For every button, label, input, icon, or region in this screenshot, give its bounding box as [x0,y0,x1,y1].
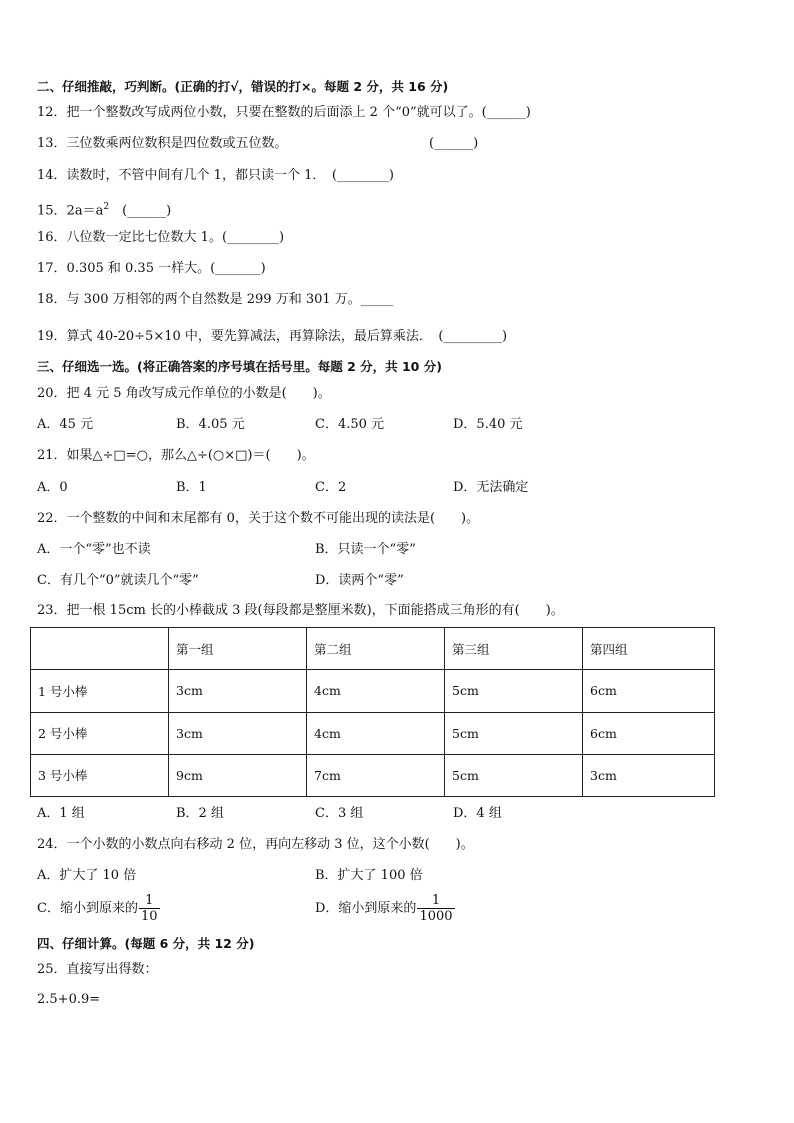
table-row [31,670,715,712]
table-cell: 6cm [583,712,715,754]
question-22-option-c: C．有几个“0”就读几个“零” [37,573,199,588]
question-25: 25．直接写出得数： [37,962,158,977]
fraction-one-tenth [139,893,160,924]
question-25-expression: 2.5+0.9= [37,992,101,1007]
question-21-option-d: D．无法确定 [453,480,529,495]
question-22-option-d: D．读两个“零” [315,573,404,588]
question-22-option-a: A．一个“零”也不读 [37,542,151,557]
fraction-numerator: 1 [417,893,454,909]
question-24-option-d-text: D．缩小到原来的 [315,901,417,916]
question-24-option-a: A．扩大了 10 倍 [37,868,137,883]
question-23-option-a: A．1 组 [37,806,85,821]
question-15-exponent: 2 [103,202,110,212]
question-21: 21．如果△÷□=○，那么△÷(○×□)＝( )。 [37,448,315,463]
question-24-option-c-text: C．缩小到原来的 [37,901,138,916]
question-20-option-c: C．4.50 元 [315,417,385,432]
question-23-option-b: B．2 组 [176,806,224,821]
table-cell: 6cm [583,670,715,712]
question-16: 16．八位数一定比七位数大 1。(________) [37,230,285,245]
question-23-option-c: C．3 组 [315,806,364,821]
question-18: 18．与 300 万相邻的两个自然数是 299 万和 301 万。_____ [37,292,394,307]
table-header-cell [31,628,169,670]
question-15-blank: (______) [109,203,172,219]
section-2-title: 二、仔细推敲，巧判断。(正确的打√，错误的打×。每题 2 分，共 16 分) [37,79,449,94]
question-23-option-d: D．4 组 [453,806,502,821]
table-cell: 5cm [445,712,583,754]
table-header-row [31,628,715,670]
question-24-option-b: B．扩大了 100 倍 [315,868,423,883]
question-14: 14．读数时，不管中间有几个 1，都只读一个 1． (________) [37,168,394,183]
question-20-option-d: D．5.40 元 [453,417,523,432]
question-21-option-a: A．0 [37,480,68,495]
table-cell: 4cm [307,712,445,754]
rod-lengths-table [30,627,715,797]
fraction-one-thousandth [417,893,454,924]
fraction-denominator: 1000 [419,909,453,924]
fraction-numerator: 1 [139,893,160,909]
table-header-cell: 第二组 [307,628,445,670]
table-cell: 7cm [307,754,445,796]
question-21-option-c: C．2 [315,480,347,495]
question-24-option-c [37,893,160,924]
table-header-cell: 第三组 [445,628,583,670]
question-20-option-b: B．4.05 元 [176,417,245,432]
question-24-option-d [315,893,455,924]
table-cell: 5cm [445,754,583,796]
question-23: 23．把一根 15cm 长的小棒截成 3 段(每段都是整厘米数)，下面能搭成三角形的有( )。 [37,603,564,618]
question-17: 17．0.305 和 0.35 一样大。(_______) [37,261,266,276]
question-13: 13．三位数乘两位数积是四位数或五位数。 [37,136,288,151]
table-cell: 4cm [307,670,445,712]
table-row [31,754,715,796]
table-cell: 9cm [169,754,307,796]
question-15-text: 15．2a＝a [37,203,104,219]
question-22-option-b: B．只读一个“零” [315,542,416,557]
table-cell: 3cm [583,754,715,796]
question-12: 12．把一个整数改写成两位小数，只要在整数的后面添上 2 个“0”就可以了。(______) [37,105,531,120]
question-13-answer-blank: (______) [429,136,479,151]
fraction-denominator: 10 [140,909,158,924]
question-15 [37,198,171,220]
question-22: 22．一个整数的中间和末尾都有 0，关于这个数不可能出现的读法是( )。 [37,511,480,526]
question-19: 19．算式 40-20÷5×10 中，要先算减法，再算除法，最后算乘法． (_________) [37,329,508,344]
question-21-option-b: B．1 [176,480,207,495]
table-row [31,712,715,754]
question-24: 24．一个小数的小数点向右移动 2 位，再向左移动 3 位，这个小数( )。 [37,837,474,852]
section-3-title: 三、仔细选一选。(将正确答案的序号填在括号里。每题 2 分，共 10 分) [37,359,442,374]
table-cell: 3cm [169,670,307,712]
question-20-option-a: A．45 元 [37,417,94,432]
table-header-cell: 第一组 [169,628,307,670]
table-cell: 2 号小棒 [31,712,169,754]
section-4-title: 四、仔细计算。(每题 6 分，共 12 分) [37,936,255,951]
table-cell: 3 号小棒 [31,754,169,796]
question-20: 20．把 4 元 5 角改写成元作单位的小数是( )。 [37,386,331,401]
table-cell: 3cm [169,712,307,754]
table-cell: 1 号小棒 [31,670,169,712]
table-header-cell: 第四组 [583,628,715,670]
table-cell: 5cm [445,670,583,712]
